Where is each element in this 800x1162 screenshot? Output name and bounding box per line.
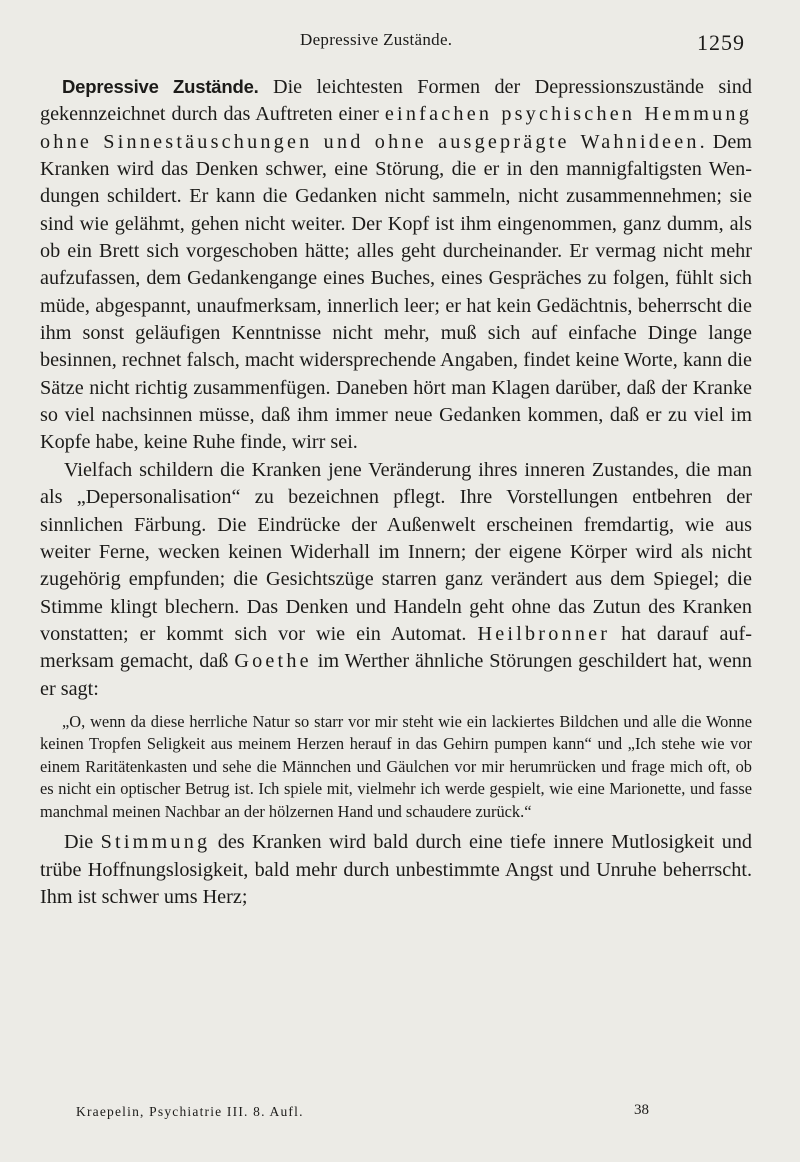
paragraph-2 bbox=[40, 457, 752, 703]
section-heading: Depressive Zustände. bbox=[62, 76, 259, 97]
paragraph-1-text-a: Die leichtesten Formen der Depressionszustände sind gekennzeichnet durch das Auftreten einer bbox=[40, 76, 752, 126]
footer-signature: 38 bbox=[634, 1102, 649, 1118]
paragraph-1-text-b: . Dem Kranken wird das Denken schwer, eine Störung, die er in den mannigfaltigsten Wendungen schildert. Er kann die Gedanken nicht sammeln, nicht zusammennehmen; sie sind wie gelähmt, gehen nicht weiter. Der Kopf ist ihm eingenommen, ganz dumm, als ob ein Brett sich vorgeschoben hätte; alles geht durcheinander. Er vermag nicht mehr aufzufassen, dem Gedankengange eines Buches, eines Gespräches zu folgen, fühlt sich müde, abgespannt, unaufmerksam, innerlich leer; er hat kein Gedächtnis, beherrscht die ihm sonst geläufigen Kenntnisse nicht mehr, muß sich auf einfache Dinge lange besinnen, rechnet falsch, macht widersprechende Angaben, findet keine Worte, kann die Sätze nicht richtig zusammenfügen. Daneben hört man Klagen darüber, daß der Kranke so viel nachsinnen müsse, daß ihm immer neue Gedanken kommen, daß er zu viel im Kopfe habe, keine Ruhe finde, wirr sei. bbox=[40, 130, 753, 454]
paragraph-1-emphasis: einfachen psychischen Hemmung ohne Sinnestäuschungen und ohne ausgeprägte Wahnideen bbox=[40, 103, 752, 153]
running-head: Depressive Zustände. bbox=[300, 30, 453, 49]
paragraph-3-text-a: Die bbox=[64, 831, 101, 854]
author-name-heilbronner: Heilbronner bbox=[477, 622, 611, 645]
paragraph-2-text-c: im Werther ähnliche Störungen geschildert hat, wenn er sagt: bbox=[40, 650, 752, 700]
paragraph-3-text-b: des Kranken wird bald durch eine tiefe innere Mutlosigkeit und trübe Hoffnungslosigkeit, bald mehr durch unbestimmte Angst und Unruhe beherrscht. Ihm ist schwer ums Herz; bbox=[40, 831, 753, 909]
paragraph-2-text-b: hat darauf aufmerksam gemacht, daß bbox=[40, 622, 752, 673]
page-number: 1259 bbox=[697, 30, 745, 55]
paragraph-3 bbox=[40, 829, 752, 911]
paragraph-3-emphasis: Stimmung bbox=[100, 831, 211, 854]
paragraph-1 bbox=[40, 73, 752, 457]
paragraph-2-text-a: Vielfach schildern die Kranken jene Veränderung ihres inneren Zustandes, die man als „Depersonalisation“ zu bezeichnen pflegt. Ihre Vorstellungen entbehren der sinnlichen Färbung. Die Eindrücke der Außenwelt erscheinen fremdartig, wie aus weiter Ferne, wecken keinen Widerhall im Innern; der eigene Körper wird als nicht zugehörig empfunden; die Gesichtszüge starren ganz verändert aus dem Spiegel; die Stimme klingt blechern. Das Denken und Handeln geht ohne das Zutun des Kranken vonstatten; er kommt sich vor wie ein Automat. bbox=[40, 458, 752, 645]
footer-imprint: Kraepelin, Psychiatrie III. 8. Aufl. bbox=[76, 1104, 304, 1119]
author-name-goethe: Goethe bbox=[234, 650, 312, 673]
block-quote: „O, wenn da diese herrliche Natur so starr vor mir steht wie ein lackiertes Bildchen und alle die Wonne keinen Tropfen Seligkeit aus meinem Herzen herauf in das Gehirn pumpen kann“ und „Ich stehe wie vor einem Raritätenkasten und sehe die Männchen und Gäulchen vor mir herumrücken und frage mich oft, ob es nicht ein optischer Betrug ist. Ich spiele mit, vielmehr ich werde gespielt, wie eine Marionette, und fasse manchmal meinen Nachbar an der hölzernen Hand und schaudere zurück.“ bbox=[40, 711, 752, 821]
page-body bbox=[40, 73, 752, 911]
